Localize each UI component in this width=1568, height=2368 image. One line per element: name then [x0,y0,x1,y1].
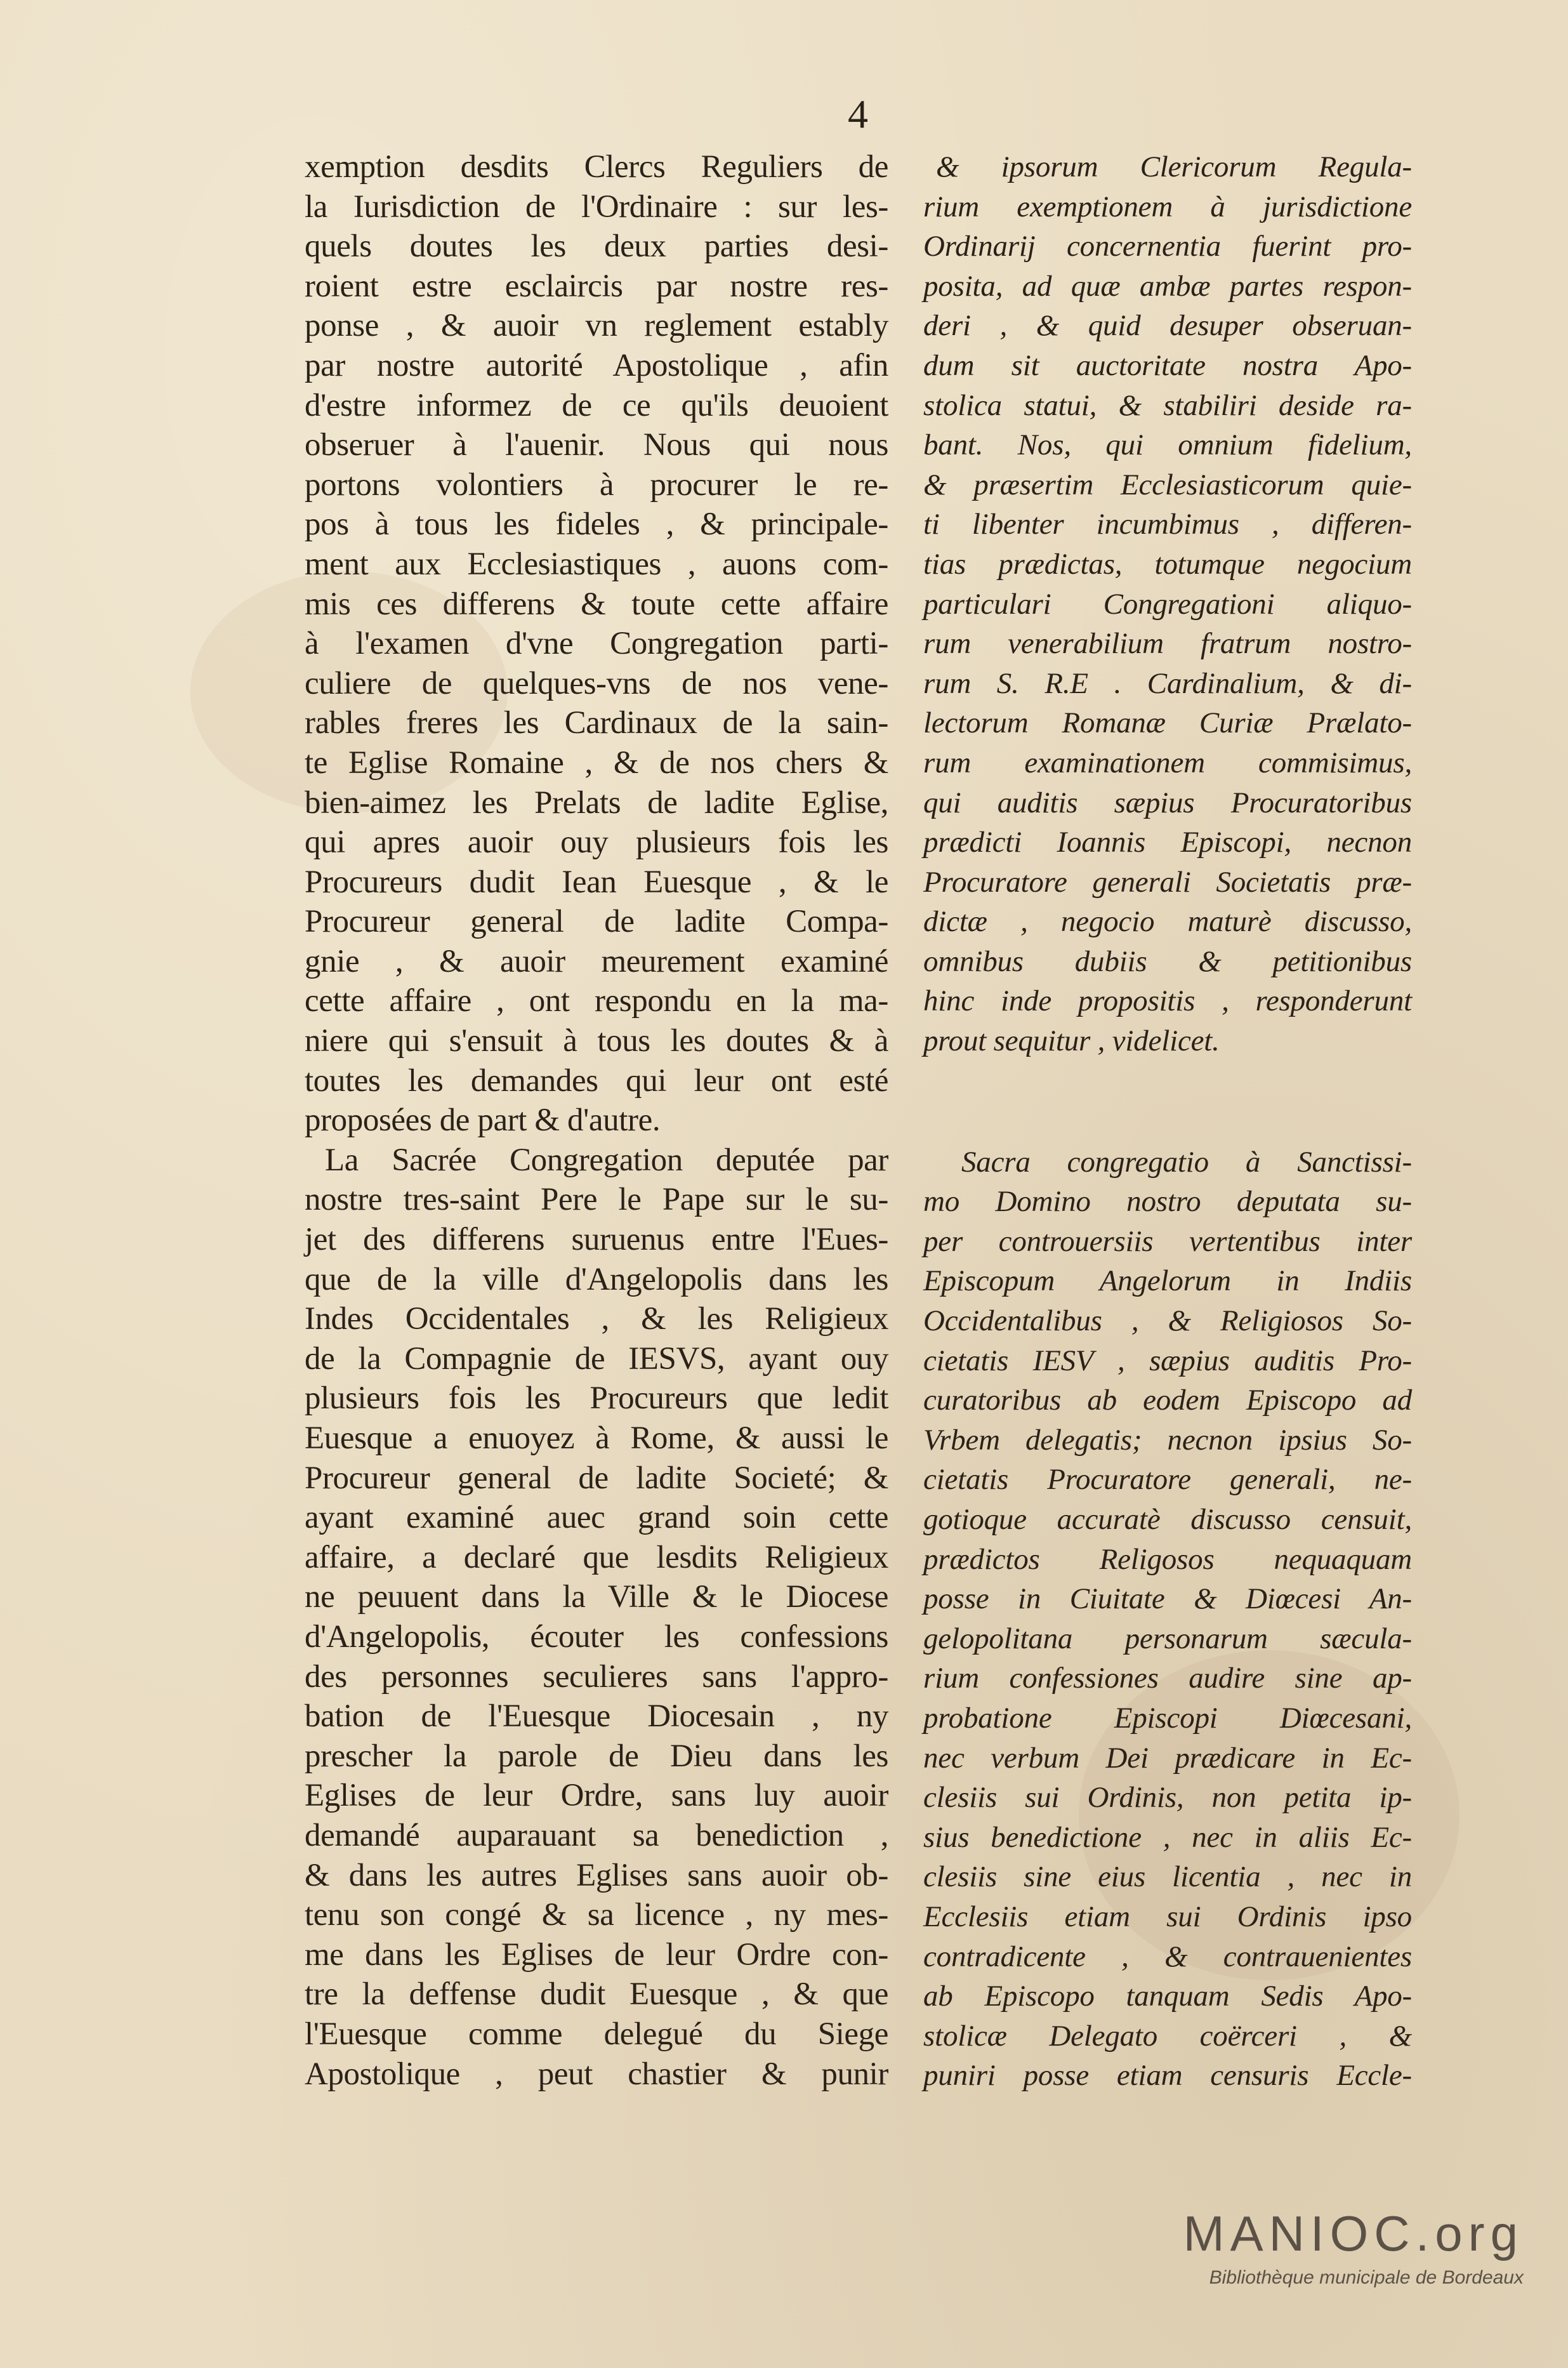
text-line: Episcopum Angelorum in Indiis [923,1264,1412,1298]
text-line: & dans les autres Eglises sans auoir ob- [305,1857,888,1893]
text-line: Vrbem delegatis; necnon ipsius So- [923,1423,1412,1457]
text-line: rables freres les Cardinaux de la sain- [305,705,888,741]
text-line: & præsertim Ecclesiasticorum quie- [923,468,1412,501]
text-line: bation de l'Euesque Diocesain , ny [305,1698,888,1735]
paragraph-gap [923,1061,1412,1142]
text-line: ponse , & auoir vn reglement estably [305,308,888,344]
text-line: ab Episcopo tanquam Sedis Apo- [923,1980,1412,2013]
text-line: dum sit auctoritate nostra Apo- [923,348,1412,382]
text-line: posse in Ciuitate & Diœcesi An- [923,1582,1412,1616]
french-paragraph [305,147,888,1141]
text-line: Sacra congregatio à Sanctissi- [961,1145,1412,1179]
text-line: posita, ad quæ ambæ partes respon- [923,269,1412,303]
text-line: puniri posse etiam censuris Eccle- [923,2059,1412,2093]
text-line: quels doutes les deux parties desi- [305,228,888,265]
text-line: rum examinationem commisimus, [923,746,1412,779]
text-line: qui apres auoir ouy plusieurs fois les [305,824,888,861]
text-line: nec verbum Dei prædicare in Ec- [923,1741,1412,1775]
text-line: lectorum Romanæ Curiæ Prælato- [923,706,1412,740]
text-line: probatione Episcopi Diœcesani, [923,1701,1412,1735]
text-line: Procuratore generali Societatis præ- [923,865,1412,899]
text-line: ti libenter incumbimus , differen- [923,508,1412,541]
latin-text-column [923,147,1412,2096]
text-line: stolica statui, & stabiliri deside ra- [923,388,1412,422]
text-line: rum S. R.E . Cardinalium, & di- [923,666,1412,700]
text-line: obseruer à l'auenir. Nous qui nous [305,427,888,463]
text-line: niere qui s'ensuit à tous les doutes & à [305,1023,888,1059]
text-line: clesiis sine eius licentia , nec in [923,1860,1412,1894]
text-line: d'estre informez de ce qu'ils deuoient [305,387,888,423]
text-line: rium exemptionem à jurisdictione [923,190,1412,223]
text-line: des personnes seculieres sans l'appro- [305,1658,888,1695]
text-line: tenu son congé & sa licence , ny mes- [305,1897,888,1933]
text-line: Eglises de leur Ordre, sans luy auoir [305,1778,888,1814]
text-line: stolicæ Delegato coërceri , & [923,2019,1412,2053]
text-line: rum venerabilium fratrum nostro- [923,627,1412,661]
text-line: mo Domino nostro deputata su- [923,1185,1412,1219]
text-line: prædictos Religosos nequaquam [923,1542,1412,1576]
text-line: de la Compagnie de IESVS, ayant ouy [305,1340,888,1377]
text-line: que de la ville d'Angelopolis dans les [305,1261,888,1297]
text-line: bant. Nos, qui omnium fidelium, [923,428,1412,462]
latin-paragraph [923,1142,1412,2096]
text-line: roient estre esclaircis par nostre res- [305,268,888,304]
latin-paragraph [923,147,1412,1061]
text-line: cietatis Procuratore generali, ne- [923,1463,1412,1497]
text-line: Occidentalibus , & Religiosos So- [923,1304,1412,1338]
text-line: cietatis IESV , sæpius auditis Pro- [923,1344,1412,1377]
text-line: gnie , & auoir meurement examiné [305,943,888,979]
text-line: Procureur general de ladite Societé; & [305,1460,888,1496]
text-line: me dans les Eglises de leur Ordre con- [305,1936,888,1973]
text-line: deri , & quid desuper obseruan- [923,309,1412,343]
text-line: tre la deffense dudit Euesque , & que [305,1976,888,2013]
text-line: contradicente , & contrauenientes [923,1940,1412,1973]
text-line: d'Angelopolis, écouter les confessions [305,1618,888,1655]
text-line: Procureurs dudit Iean Euesque , & le [305,864,888,900]
text-line: culiere de quelques-vns de nos vene- [305,665,888,701]
text-line: portons volontiers à procurer le re- [305,466,888,503]
library-caption: Bibliothèque municipale de Bordeaux [1209,2267,1524,2288]
text-line: pos à tous les fideles , & principale- [305,506,888,543]
text-line: tias prædictas, totumque negocium [923,547,1412,581]
text-line: nostre tres-saint Pere le Pape sur le su- [305,1182,888,1218]
text-line: prout sequitur , videlicet. [923,1024,1220,1058]
text-line: La Sacrée Congregation deputée par [325,1142,888,1178]
text-line: curatoribus ab eodem Episcopo ad [923,1384,1412,1417]
text-line: la Iurisdiction de l'Ordinaire : sur les- [305,189,888,225]
text-line: affaire, a declaré que lesdits Religieux [305,1539,888,1575]
text-line: & ipsorum Clericorum Regula- [936,150,1412,183]
text-line: l'Euesque comme delegué du Siege [305,2016,888,2052]
text-line: prædicti Ioannis Episcopi, necnon [923,826,1412,859]
text-line: demandé auparauant sa benediction , [305,1817,888,1853]
french-text-column [305,147,888,2094]
text-line: à l'examen d'vne Congregation parti- [305,626,888,662]
text-line: par nostre autorité Apostolique , afin [305,347,888,383]
text-line: clesiis sui Ordinis, non petita ip- [923,1781,1412,1815]
text-line: proposées de part & d'autre. [305,1102,661,1139]
french-paragraph [305,1141,888,2094]
text-line: Indes Occidentales , & les Religieux [305,1301,888,1337]
manioc-logo: MANIOC.org [1183,2206,1524,2261]
text-line: ne peuuent dans la Ville & le Diocese [305,1579,888,1615]
text-line: Ordinarij concernentia fuerint pro- [923,230,1412,263]
text-line: jet des differens suruenus entre l'Eues- [305,1222,888,1258]
text-line: gelopolitana personarum sæcula- [923,1622,1412,1655]
text-line: particulari Congregationi aliquo- [923,587,1412,621]
text-line: toutes les demandes qui leur ont esté [305,1062,888,1099]
text-line: xemption desdits Clercs Reguliers de [305,149,888,185]
library-watermark [1183,2206,1524,2289]
text-line: mis ces differens & toute cette affaire [305,586,888,622]
text-line: rium confessiones audire sine ap- [923,1662,1412,1695]
text-line: Euesque a enuoyez à Rome, & aussi le [305,1420,888,1456]
page-number: 4 [848,91,868,136]
text-line: bien-aimez les Prelats de ladite Eglise, [305,784,888,821]
text-line: ayant examiné auec grand soin cette [305,1500,888,1536]
text-line: hinc inde propositis , responderunt [923,984,1412,1018]
text-line: ment aux Ecclesiastiques , auons com- [305,546,888,582]
text-line: omnibus dubiis & petitionibus [923,944,1412,978]
text-line: Ecclesiis etiam sui Ordinis ipso [923,1900,1412,1933]
text-line: plusieurs fois les Procureurs que ledit [305,1380,888,1417]
text-line: dictæ , negocio maturè discusso, [923,905,1412,939]
text-line: per controuersiis vertentibus inter [923,1224,1412,1258]
text-line: te Eglise Romaine , & de nos chers & [305,744,888,781]
text-line: qui auditis sæpius Procuratoribus [923,786,1412,819]
text-line: Apostolique , peut chastier & punir [305,2056,888,2092]
text-line: gotioque accuratè discusso censuit, [923,1503,1412,1536]
text-line: prescher la parole de Dieu dans les [305,1738,888,1774]
text-line: Procureur general de ladite Compa- [305,904,888,940]
text-line: cette affaire , ont respondu en la ma- [305,983,888,1019]
text-line: sius benedictione , nec in aliis Ec- [923,1820,1412,1854]
